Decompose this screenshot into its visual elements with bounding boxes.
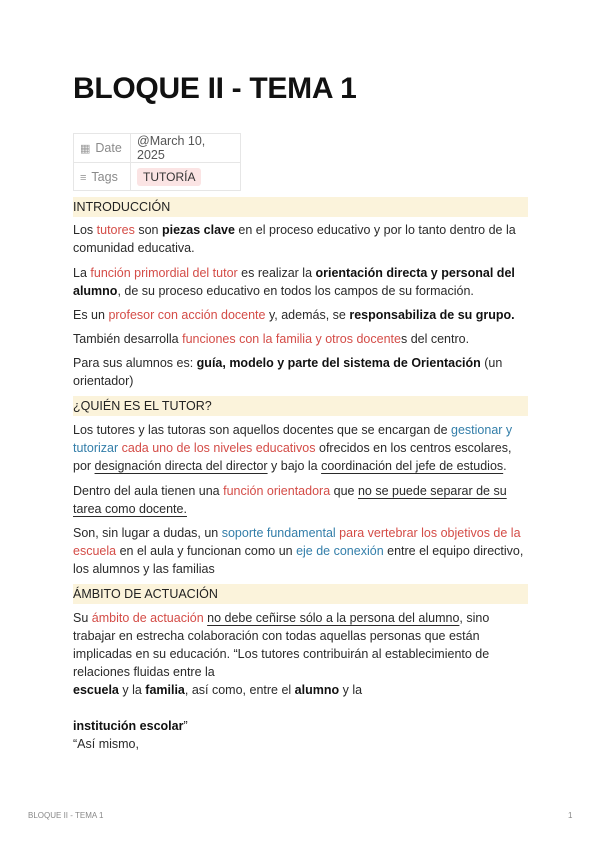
page-title: BLOQUE II - TEMA 1 xyxy=(73,72,357,105)
paragraph-3: Es un profesor con acción docente y, además, se responsabiliza de su grupo. xyxy=(73,308,515,322)
tags-value-cell xyxy=(131,163,241,191)
paragraph-8: Son, sin lugar a dudas, un soporte fundamental para vertebrar los objetivos de la escuela en el aula y funcionan como un eje de conexión entre el equipo directivo, los alumnos y las familias xyxy=(73,526,524,576)
date-property xyxy=(74,134,241,163)
tags-label-cell xyxy=(74,163,131,191)
paragraph-5: Para sus alumnos es: guía, modelo y parte del sistema de Orientación (un orientador) xyxy=(73,356,503,388)
paragraph-4: También desarrolla funciones con la familia y otros docentes del centro. xyxy=(73,332,470,346)
tags-label: Tags xyxy=(91,169,118,184)
paragraph-6: Los tutores y las tutoras son aquellos docentes que se encargan de gestionar y tutorizar cada uno de los niveles educativos ofrecidos en los centros escolares, por designación directa del director y bajo la coordinación del jefe de estudios. xyxy=(73,423,513,473)
list-icon: ≡ xyxy=(80,171,87,184)
section-ambito: ÁMBITO DE ACTUACIÓN xyxy=(73,584,528,604)
tags-property xyxy=(74,163,241,191)
section-quien: ¿QUIÉN ES EL TUTOR? xyxy=(73,396,528,416)
page-number: 1 xyxy=(568,811,573,820)
paragraph-12: “Así mismo, xyxy=(73,737,139,751)
calendar-icon: ▦ xyxy=(80,143,91,155)
paragraph-9: Su ámbito de actuación no debe ceñirse sólo a la persona del alumno, sino trabajar en estrecha colaboración con todas aquellas personas que están implicadas en su educación. “Los tutores contribuirán al establecimiento de relaciones fluidas entre la xyxy=(73,611,490,679)
paragraph-1: Los tutores son piezas clave en el proceso educativo y por lo tanto dentro de la comunidad educativa. xyxy=(73,223,516,255)
tag-badge[interactable]: TUTORÍA xyxy=(137,168,201,186)
properties-table xyxy=(73,133,241,191)
paragraph-2: La función primordial del tutor es realizar la orientación directa y personal del alumno, de su proceso educativo en todos los campos de su formación. xyxy=(73,266,515,298)
paragraph-10: escuela y la familia, así como, entre el alumno y la xyxy=(73,683,363,697)
paragraph-11: institución escolar” xyxy=(73,719,188,733)
date-label-cell xyxy=(74,134,131,163)
paragraph-7: Dentro del aula tienen una función orientadora que no se puede separar de su tarea como docente. xyxy=(73,484,507,516)
date-value[interactable]: @March 10, 2025 xyxy=(131,134,241,163)
section-intro: INTRODUCCIÓN xyxy=(73,197,528,217)
date-label: Date xyxy=(95,141,122,155)
footer-title: BLOQUE II - TEMA 1 xyxy=(28,811,104,820)
